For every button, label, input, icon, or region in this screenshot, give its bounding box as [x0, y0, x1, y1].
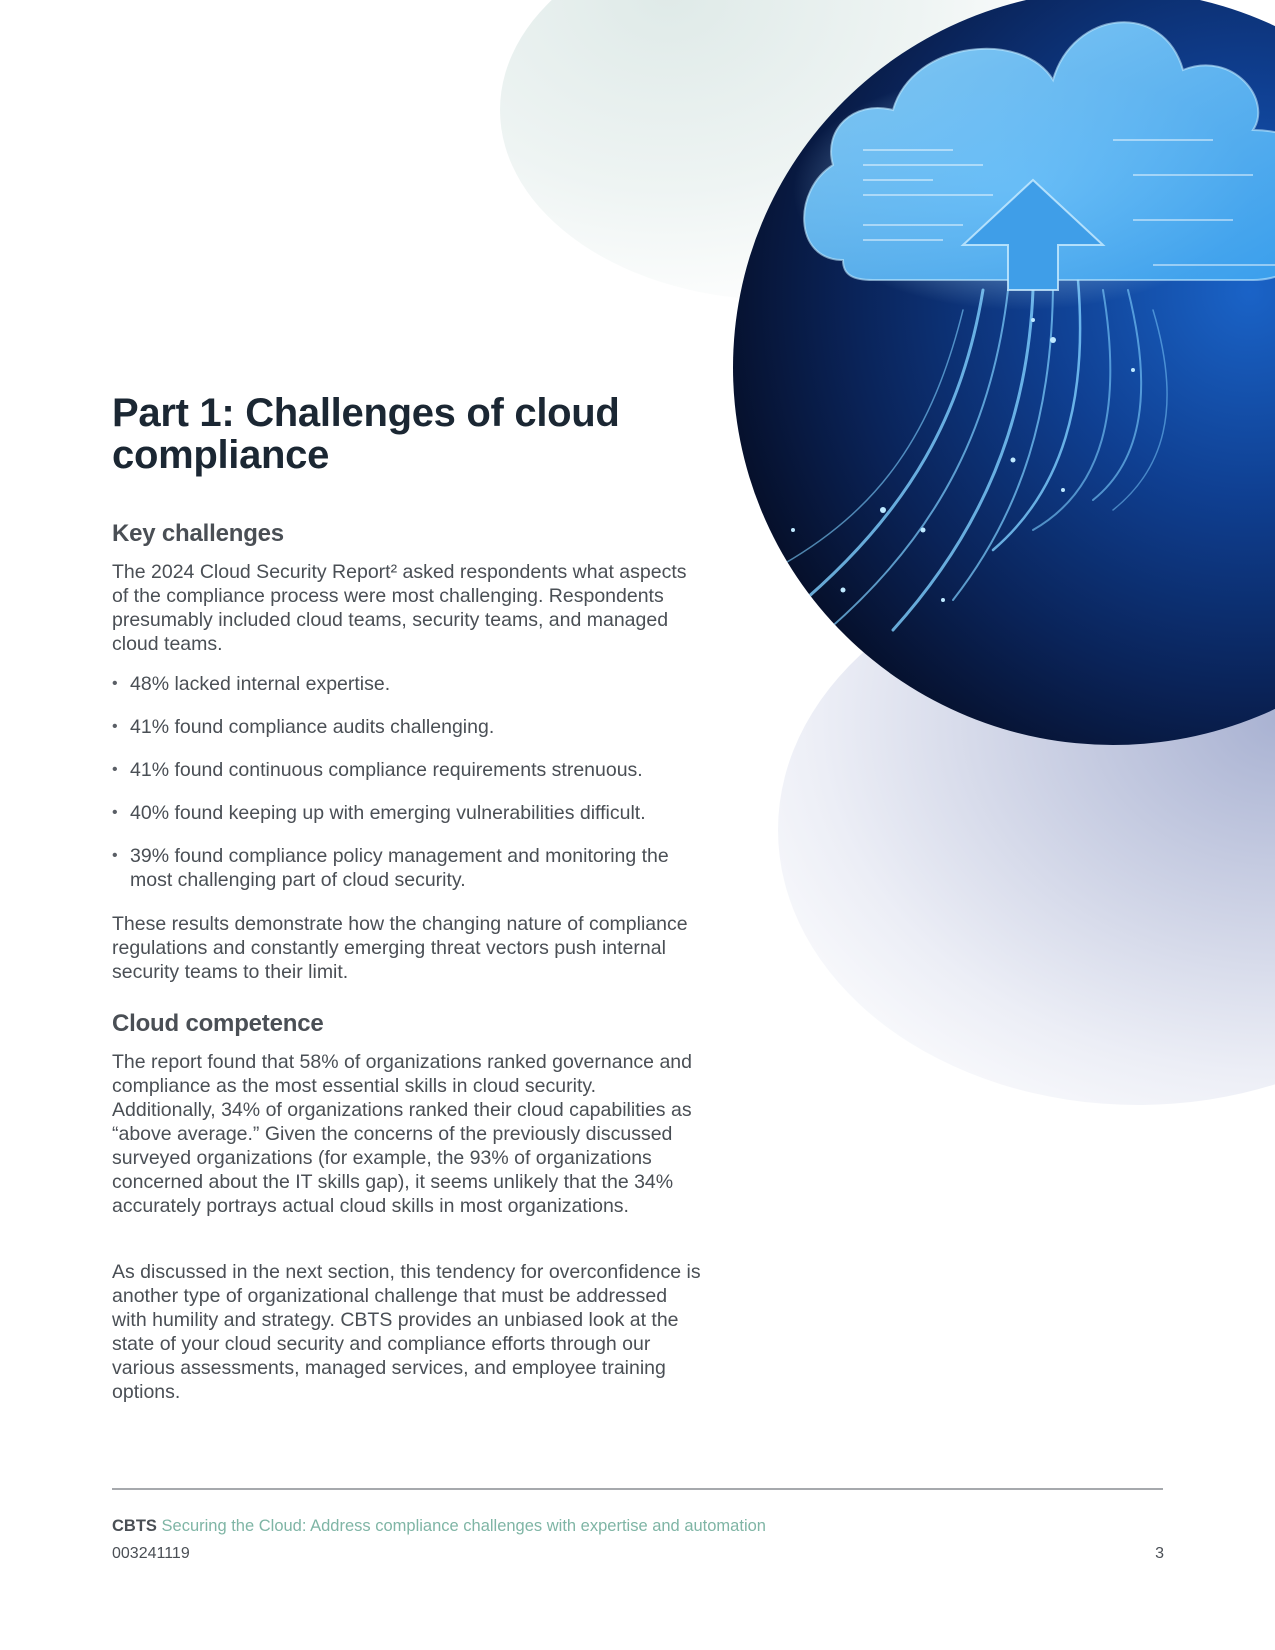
bullet-icon: •: [112, 718, 118, 735]
cloud-hero-image: [733, 0, 1275, 745]
cloud-competence-paragraph-1: The report found that 58% of organizations ranked governance and compliance as the most essential skills in cloud security. Additionally, 34% of organizations ranked their cloud capabilities as “above average.” Given the concerns of the previously discussed surveyed organizations (for example, the 93% of organizations concerned about the IT skills gap), it seems unlikely that the 34% accurately portrays actual cloud skills in most organizations.: [112, 1051, 692, 1217]
list-item: [112, 715, 702, 739]
cloud-competence-paragraph-2: As discussed in the next section, this tendency for overconfidence is another type of organizational challenge that must be addressed with humility and strategy. CBTS provides an unbiased look at the state of your cloud security and compliance efforts through our various assessments, managed services, and employee training options.: [112, 1261, 701, 1403]
list-item-text: 48% lacked internal expertise.: [130, 673, 391, 695]
list-item-text: 41% found continuous compliance requirements strenuous.: [130, 759, 643, 781]
light-streaks: [773, 280, 1167, 630]
bullet-icon: •: [112, 804, 118, 821]
bullet-icon: •: [112, 675, 118, 692]
page-number: 3: [1155, 1545, 1164, 1562]
footer-doc-title: Securing the Cloud: Address compliance challenges with expertise and automation: [161, 1517, 766, 1535]
key-challenges-intro: The 2024 Cloud Security Report² asked respondents what aspects of the compliance process were most challenging. Respondents presumably included cloud teams, security teams, and managed cloud teams.: [112, 561, 687, 655]
list-item-text: 39% found compliance policy management and monitoring the most challenging part of cloud security.: [130, 845, 669, 891]
footer-divider: [112, 1488, 1163, 1490]
list-item-text: 41% found compliance audits challenging.: [130, 716, 495, 738]
bullet-icon: •: [112, 847, 118, 864]
cloud-upload-icon: [733, 0, 1275, 745]
section-heading-key-challenges: Key challenges: [112, 520, 284, 547]
footer-brand: CBTS: [112, 1517, 157, 1535]
list-item: [112, 672, 702, 696]
list-item: [112, 844, 702, 892]
key-challenges-list: [112, 672, 702, 911]
list-item: [112, 758, 702, 782]
light-particles: [791, 318, 1135, 602]
key-challenges-closing: These results demonstrate how the changing nature of compliance regulations and constantly emerging threat vectors push internal security teams to their limit.: [112, 913, 688, 983]
footer-title-line: [112, 1517, 766, 1536]
list-item-text: 40% found keeping up with emerging vulnerabilities difficult.: [130, 802, 646, 824]
page-title: Part 1: Challenges of cloud compliance: [112, 391, 620, 477]
footer-doc-code: 003241119: [112, 1545, 190, 1562]
bullet-icon: •: [112, 761, 118, 778]
section-heading-cloud-competence: Cloud competence: [112, 1010, 324, 1037]
list-item: [112, 801, 702, 825]
